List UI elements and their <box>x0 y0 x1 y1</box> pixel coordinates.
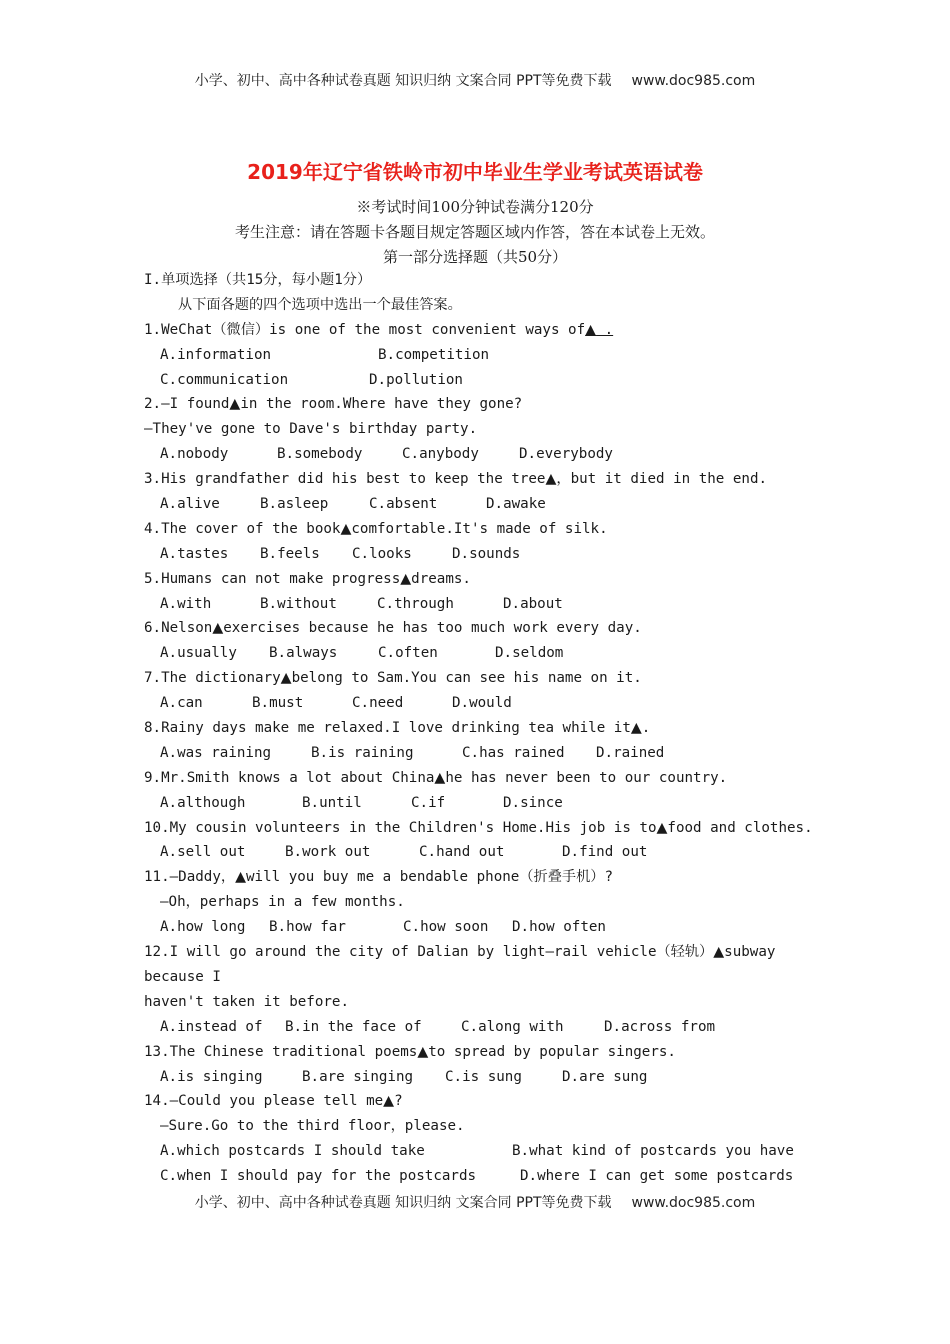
option-c: C.need <box>352 695 404 712</box>
section-instruction: 从下面各题的四个选项中选出一个最佳答案。 <box>178 296 462 313</box>
option-b: B.must <box>252 695 304 712</box>
question-options <box>144 592 814 617</box>
option-a: A.how long <box>160 919 246 936</box>
blank-marker: ▲ <box>235 869 246 886</box>
option-d: D.where I can get some postcards <box>520 1168 794 1185</box>
question-stem: 13.The Chinese traditional poems▲to spread by popular singers. <box>144 1043 676 1060</box>
question-stem: 1.WeChat（微信）is one of the most convenient ways of▲ . <box>144 321 614 338</box>
question-stem: 12.I will go around the city of Dalian by light—rail vehicle（轻轨）▲subway <box>144 944 776 961</box>
exam-notice-line: 考生注意：请在答题卡各题目规定答题区域内作答，答在本试卷上无效。 <box>234 223 715 241</box>
option-d: D.are sung <box>562 1068 648 1085</box>
option-a: A.is singing <box>160 1068 263 1085</box>
option-d: D.rained <box>596 744 665 761</box>
section-heading: I.单项选择（共15分，每小题1分） <box>144 272 372 288</box>
question-options <box>144 840 814 865</box>
option-c: C.looks <box>352 545 412 562</box>
option-b: B.is raining <box>311 744 414 761</box>
header-site: www.doc985.com <box>631 73 756 89</box>
option-b: B.in the face of <box>285 1018 422 1035</box>
question-stem-continued: haven't taken it before. <box>144 993 349 1010</box>
option-d: D.awake <box>486 496 546 513</box>
question-stem: 8.Rainy days make me relaxed.I love drinking tea while it▲. <box>144 720 651 737</box>
question-stem: 9.Mr.Smith knows a lot about China▲he has never been to our country. <box>144 769 728 786</box>
option-d: D.across from <box>604 1018 716 1035</box>
blank-marker: ▲ <box>340 520 352 537</box>
page-footer <box>0 1192 950 1212</box>
question-options <box>144 1139 814 1164</box>
blank-marker: ▲ <box>400 570 412 587</box>
question-options <box>144 1164 814 1189</box>
option-d: D.sounds <box>452 545 521 562</box>
option-d: D.would <box>452 695 512 712</box>
option-b: B.somebody <box>277 446 363 463</box>
option-b: B.until <box>302 794 362 811</box>
option-c: C.if <box>411 794 446 811</box>
question-stem: 11.—Daddy，▲will you buy me a bendable phone（折叠手机）? <box>144 869 613 886</box>
option-d: D.pollution <box>369 371 463 388</box>
option-b: B.what kind of postcards you have <box>512 1143 794 1160</box>
option-d: D.seldom <box>495 645 564 662</box>
option-d: D.about <box>503 595 563 612</box>
option-b: B.feels <box>260 545 320 562</box>
dialogue-reply: —Sure.Go to the third floor，please. <box>160 1118 465 1135</box>
option-c: C.when I should pay for the postcards <box>160 1168 477 1185</box>
option-d: D.everybody <box>519 446 613 463</box>
option-d: D.since <box>503 794 563 811</box>
part-heading: 第一部分选择题（共50分） <box>382 248 568 266</box>
page-header <box>0 70 950 90</box>
blank-marker: ▲ <box>585 321 597 338</box>
blank-marker: ▲ <box>434 769 446 786</box>
question-options <box>144 691 814 716</box>
question-options <box>144 641 814 666</box>
option-c: C.hand out <box>419 844 505 861</box>
option-c: C.often <box>378 645 438 662</box>
option-c: C.absent <box>369 496 438 513</box>
option-c: C.through <box>377 595 454 612</box>
option-a: A.nobody <box>160 446 229 463</box>
question-stem: 3.His grandfather did his best to keep the tree▲，but it died in the end. <box>144 471 768 488</box>
question-stem: 5.Humans can not make progress▲dreams. <box>144 570 471 587</box>
blank-marker: ▲ <box>656 819 668 836</box>
option-c: C.anybody <box>402 446 479 463</box>
question-options <box>144 791 814 816</box>
option-c: C.has rained <box>462 744 565 761</box>
exam-title: 2019年辽宁省铁岭市初中毕业生学业考试英语试卷 <box>247 160 703 184</box>
option-b: B.always <box>269 645 338 662</box>
question-stem: 7.The dictionary▲belong to Sam.You can see his name on it. <box>144 670 642 687</box>
blank-marker: ▲ <box>383 1093 395 1110</box>
option-a: A.usually <box>160 645 237 662</box>
question-options <box>144 1065 814 1090</box>
blank-marker: ▲ <box>212 620 224 637</box>
question-options <box>144 492 814 517</box>
option-b: B.competition <box>378 346 490 363</box>
question-options <box>144 368 814 393</box>
question-body <box>144 268 814 1189</box>
question-options <box>144 915 814 940</box>
option-c: C.along with <box>461 1018 564 1035</box>
option-d: D.find out <box>562 844 648 861</box>
footer-site: www.doc985.com <box>631 1195 756 1211</box>
blank-marker: ▲ <box>417 1043 429 1060</box>
dialogue-reply: —They've gone to Dave's birthday party. <box>144 421 478 438</box>
question-options <box>144 343 814 368</box>
question-options <box>144 542 814 567</box>
option-a: A.sell out <box>160 844 246 861</box>
option-b: B.work out <box>285 844 371 861</box>
question-stem: 14.—Could you please tell me▲? <box>144 1093 403 1110</box>
option-a: A.tastes <box>160 545 229 562</box>
option-c: C.how soon <box>403 919 489 936</box>
option-a: A.instead of <box>160 1018 263 1035</box>
question-stem: 2.—I found▲in the room.Where have they gone? <box>144 396 523 413</box>
blank-marker: ▲ <box>280 670 292 687</box>
option-a: A.was raining <box>160 744 272 761</box>
option-a: A.which postcards I should take <box>160 1143 425 1160</box>
dialogue-reply: —Oh，perhaps in a few months. <box>160 894 405 911</box>
question-stem-continued: because I <box>144 968 221 985</box>
option-d: D.how often <box>512 919 606 936</box>
option-a: A.with <box>160 595 212 612</box>
question-options <box>144 1015 814 1040</box>
question-stem: 4.The cover of the book▲comfortable.It's made of silk. <box>144 520 608 537</box>
option-c: C.communication <box>160 371 289 388</box>
option-b: B.how far <box>269 919 346 936</box>
option-b: B.asleep <box>260 496 329 513</box>
option-a: A.alive <box>160 496 220 513</box>
header-text: 小学、初中、高中各种试卷真题 知识归纳 文案合同 PPT等免费下载 <box>194 73 612 89</box>
blank-marker: ▲ <box>545 471 557 488</box>
question-options <box>144 442 814 467</box>
exam-time-line: ※考试时间100分钟试卷满分120分 <box>356 198 594 216</box>
question-stem: 10.My cousin volunteers in the Children's Home.His job is to▲food and clothes. <box>144 819 813 836</box>
footer-text: 小学、初中、高中各种试卷真题 知识归纳 文案合同 PPT等免费下载 <box>194 1195 612 1211</box>
blank-marker: ▲ <box>713 944 725 961</box>
option-b: B.without <box>260 595 337 612</box>
blank-marker: ▲ <box>229 396 241 413</box>
question-options <box>144 741 814 766</box>
option-a: A.can <box>160 695 203 712</box>
option-b: B.are singing <box>302 1068 414 1085</box>
option-a: A.although <box>160 794 246 811</box>
question-stem: 6.Nelson▲exercises because he has too much work every day. <box>144 620 642 637</box>
option-c: C.is sung <box>445 1068 522 1085</box>
blank-marker: ▲ <box>630 720 642 737</box>
option-a: A.information <box>160 346 272 363</box>
